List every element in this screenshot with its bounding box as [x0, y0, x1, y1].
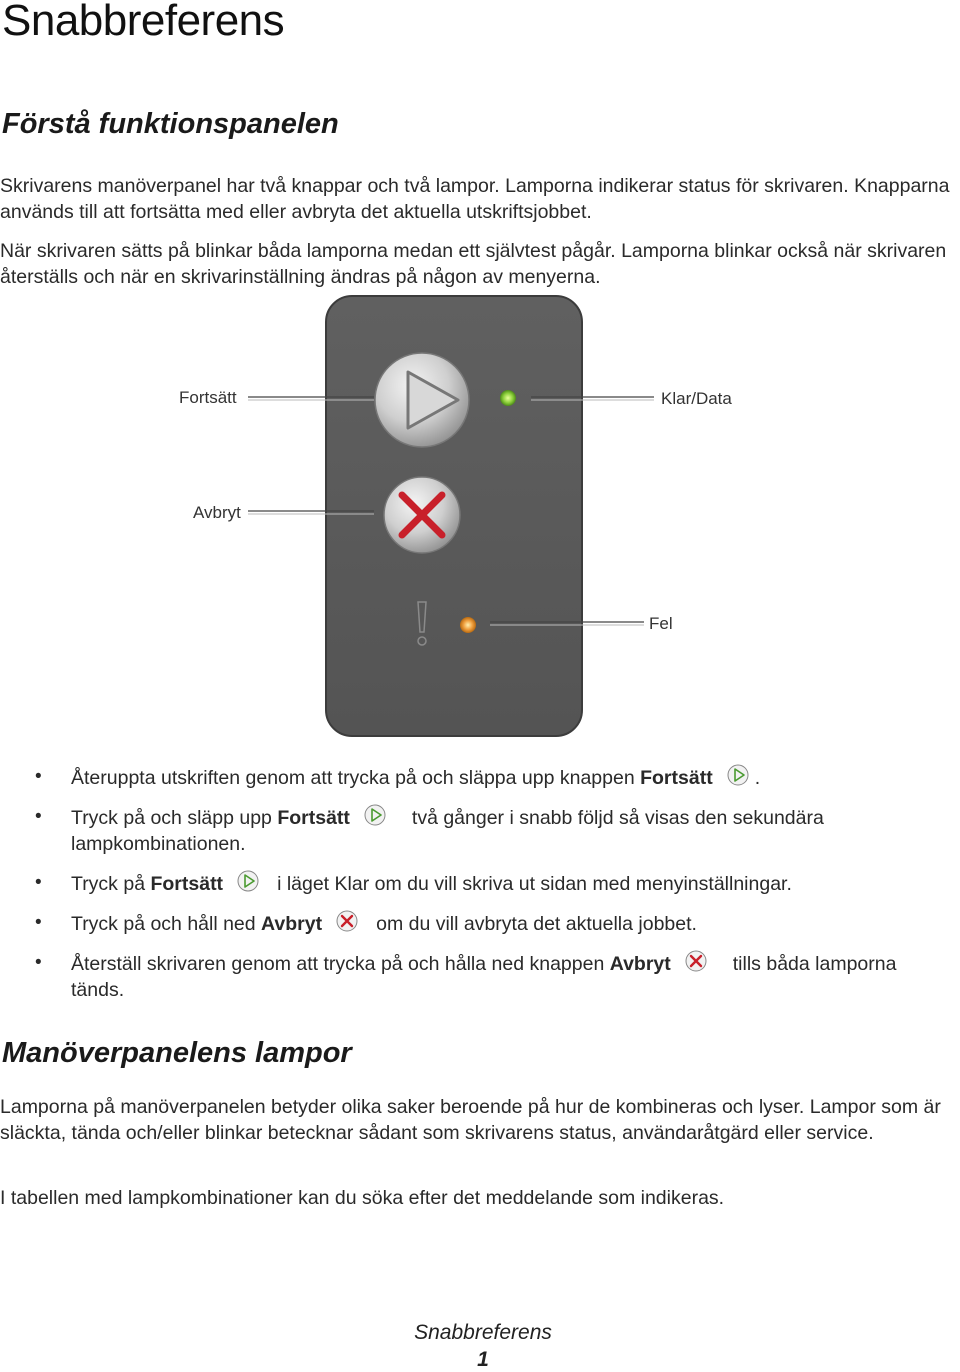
paragraph-panel-intro: Skrivarens manöverpanel har två knappar och två lampor. Lamporna indikerar status för skrivaren. Knapparna används till att fortsätta med eller avbryta det aktuella utskriftsjobbet.	[0, 175, 950, 223]
label-continue: Fortsätt	[179, 388, 237, 407]
paragraph-selftest: När skrivaren sätts på blinkar båda lamporna medan ett självtest pågår. Lamporna blinkar också när skrivaren återställs och när en skrivarinställning ändras på någon av menyerna.	[0, 240, 947, 288]
continue-icon	[364, 804, 386, 826]
continue-icon	[727, 764, 749, 786]
list-item: • Återställ skrivaren genom att trycka på och hålla ned knappen Avbryt tills båda lamporna tänds.	[71, 950, 931, 1003]
continue-button-icon[interactable]	[375, 353, 469, 447]
list-item: • Tryck på och släpp upp Fortsätt två gånger i snabb följd så visas den sekundära lampkombinationen.	[71, 804, 931, 857]
label-cancel: Avbryt	[193, 503, 241, 522]
list-item: • Tryck på och håll ned Avbryt om du vill avbryta det aktuella jobbet.	[71, 910, 931, 937]
page-title: Snabbreferens	[2, 0, 285, 45]
paragraph-light-table: I tabellen med lampkombinationer kan du söka efter det meddelande som indikeras.	[0, 1187, 725, 1209]
paragraph-lights-meaning: Lamporna på manöverpanelen betyder olika saker beroende på hur de kombineras och lyser. Lampor som är släckta, tända och/eller blinkar betecknar sådant som skrivarens status, användaråtgärd eller service.	[0, 1096, 941, 1144]
continue-icon	[237, 870, 259, 892]
section-heading-panel-lights: Manöverpanelens lampor	[2, 1037, 352, 1069]
list-item: • Återuppta utskriften genom att trycka på och släppa upp knappen Fortsätt .	[71, 764, 931, 791]
control-panel-illustration	[0, 290, 960, 740]
error-led	[460, 617, 476, 633]
cancel-icon	[336, 910, 358, 932]
footer-title: Snabbreferens	[414, 1321, 552, 1344]
footer-page-number: 1	[477, 1348, 489, 1371]
cancel-button-icon[interactable]	[384, 477, 460, 553]
list-item: • Tryck på Fortsätt i läget Klar om du vill skriva ut sidan med menyinställningar.	[71, 870, 931, 897]
label-error: Fel	[649, 614, 673, 633]
cancel-icon	[685, 950, 707, 972]
ready-led	[500, 390, 516, 406]
label-ready: Klar/Data	[661, 389, 732, 408]
section-heading-control-panel: Förstå funktionspanelen	[2, 108, 339, 140]
